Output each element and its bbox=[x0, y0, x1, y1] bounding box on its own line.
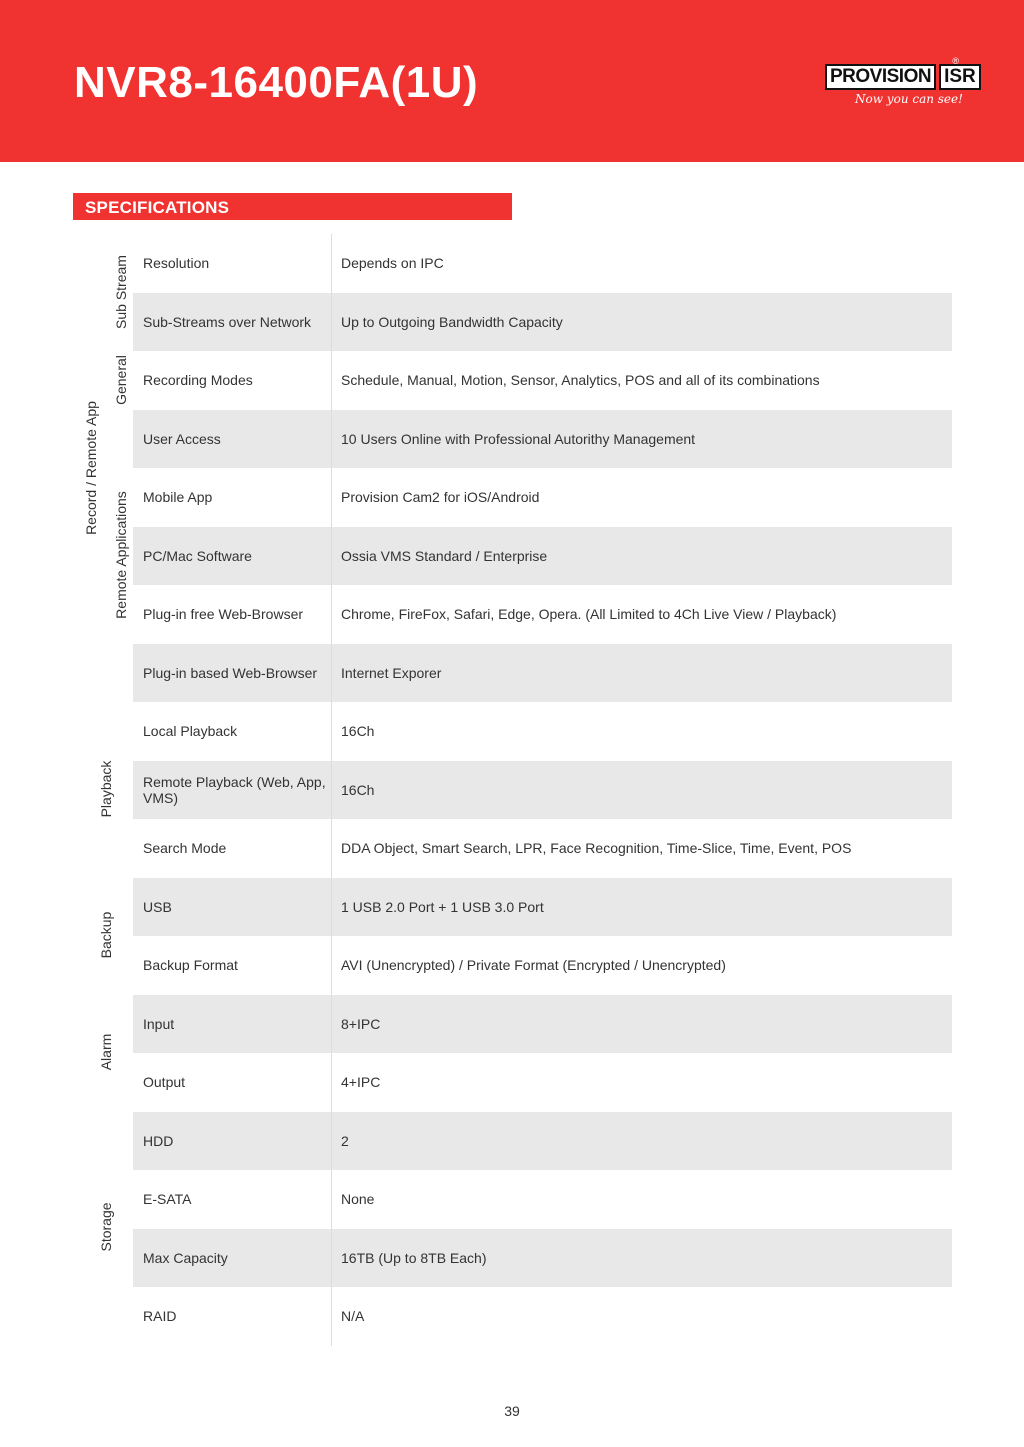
group-label-storage: Storage bbox=[98, 1202, 114, 1252]
spec-label: Remote Playback (Web, App, VMS) bbox=[133, 761, 332, 820]
spec-row-max-capacity bbox=[133, 1229, 952, 1288]
spec-label: User Access bbox=[133, 410, 332, 469]
spec-value: 10 Users Online with Professional Autorithy Management bbox=[341, 430, 696, 447]
specifications-heading-text: SPECIFICATIONS bbox=[85, 198, 230, 217]
registered-mark: ® bbox=[952, 56, 959, 66]
spec-label: Mobile App bbox=[133, 468, 332, 527]
spec-row-hdd bbox=[133, 1112, 952, 1171]
spec-value: AVI (Unencrypted) / Private Format (Encrypted / Unencrypted) bbox=[341, 957, 726, 974]
spec-value: Internet Exporer bbox=[341, 664, 442, 681]
spec-label: Local Playback bbox=[133, 702, 332, 761]
spec-row-pc-mac-software bbox=[133, 527, 952, 586]
logo-tagline: Now you can see! bbox=[855, 92, 963, 106]
spec-value: 16TB (Up to 8TB Each) bbox=[341, 1249, 487, 1266]
spec-value: DDA Object, Smart Search, LPR, Face Recognition, Time-Slice, Time, Event, POS bbox=[341, 840, 852, 857]
spec-label: USB bbox=[133, 878, 332, 937]
spec-row-remote-playback bbox=[133, 761, 952, 820]
spec-row-user-access bbox=[133, 410, 952, 469]
spec-label: Input bbox=[133, 995, 332, 1054]
spec-label: Plug-in free Web-Browser bbox=[133, 585, 332, 644]
spec-row-local-playback bbox=[133, 702, 952, 761]
spec-row-plugin-based-browser bbox=[133, 644, 952, 703]
spec-value: None bbox=[341, 1191, 375, 1208]
spec-row-plugin-free-browser bbox=[133, 585, 952, 644]
spec-label: Output bbox=[133, 1053, 332, 1112]
logo-isr-text: ISR bbox=[939, 64, 981, 90]
spec-row-alarm-input bbox=[133, 995, 952, 1054]
spec-row-mobile-app bbox=[133, 468, 952, 527]
page-title: NVR8-16400FA(1U) bbox=[74, 58, 479, 107]
spec-row-raid bbox=[133, 1287, 952, 1346]
logo-brand-text: PROVISION bbox=[825, 64, 936, 90]
header-banner bbox=[0, 0, 1024, 162]
spec-value: Up to Outgoing Bandwidth Capacity bbox=[341, 313, 563, 330]
logo-wordmark bbox=[825, 64, 981, 90]
group-label-general: General bbox=[113, 355, 129, 405]
specifications-table bbox=[133, 234, 952, 1346]
spec-row-backup-format bbox=[133, 936, 952, 995]
spec-value: Provision Cam2 for iOS/Android bbox=[341, 489, 540, 506]
group-label-alarm: Alarm bbox=[98, 1033, 114, 1071]
spec-value: 16Ch bbox=[341, 723, 375, 740]
group-label-record-remote-app: Record / Remote App bbox=[83, 401, 99, 535]
spec-label: Search Mode bbox=[133, 819, 332, 878]
spec-row-usb bbox=[133, 878, 952, 937]
spec-label: RAID bbox=[133, 1287, 332, 1346]
spec-label: Recording Modes bbox=[133, 351, 332, 410]
spec-row-e-sata bbox=[133, 1170, 952, 1229]
spec-value: Ossia VMS Standard / Enterprise bbox=[341, 547, 548, 564]
spec-row-recording-modes bbox=[133, 351, 952, 410]
spec-value: Chrome, FireFox, Safari, Edge, Opera. (All Limited to 4Ch Live View / Playback) bbox=[341, 606, 837, 623]
group-label-backup: Backup bbox=[98, 911, 114, 959]
spec-label: Backup Format bbox=[133, 936, 332, 995]
spec-value: Depends on IPC bbox=[341, 255, 444, 272]
spec-label: Resolution bbox=[133, 234, 332, 293]
spec-value: N/A bbox=[341, 1308, 365, 1325]
spec-value: 16Ch bbox=[341, 781, 375, 798]
spec-row-resolution bbox=[133, 234, 952, 293]
spec-value: 8+IPC bbox=[341, 1015, 381, 1032]
group-label-sub-stream: Sub Stream bbox=[113, 255, 129, 329]
spec-row-search-mode bbox=[133, 819, 952, 878]
specifications-heading bbox=[73, 193, 512, 220]
spec-label: Max Capacity bbox=[133, 1229, 332, 1288]
spec-label: E-SATA bbox=[133, 1170, 332, 1229]
spec-label: Sub-Streams over Network bbox=[133, 293, 332, 352]
spec-label: Plug-in based Web-Browser bbox=[133, 644, 332, 703]
group-label-remote-applications: Remote Applications bbox=[113, 491, 129, 619]
spec-row-sub-streams bbox=[133, 293, 952, 352]
spec-value: 2 bbox=[341, 1132, 349, 1149]
spec-value: 1 USB 2.0 Port + 1 USB 3.0 Port bbox=[341, 898, 544, 915]
provision-isr-logo bbox=[825, 56, 976, 116]
spec-value: Schedule, Manual, Motion, Sensor, Analytics, POS and all of its combinations bbox=[341, 372, 820, 389]
spec-label: HDD bbox=[133, 1112, 332, 1171]
page-number: 39 bbox=[504, 1403, 520, 1419]
spec-value: 4+IPC bbox=[341, 1074, 381, 1091]
group-label-playback: Playback bbox=[98, 760, 114, 818]
spec-row-alarm-output bbox=[133, 1053, 952, 1112]
spec-label: PC/Mac Software bbox=[133, 527, 332, 586]
